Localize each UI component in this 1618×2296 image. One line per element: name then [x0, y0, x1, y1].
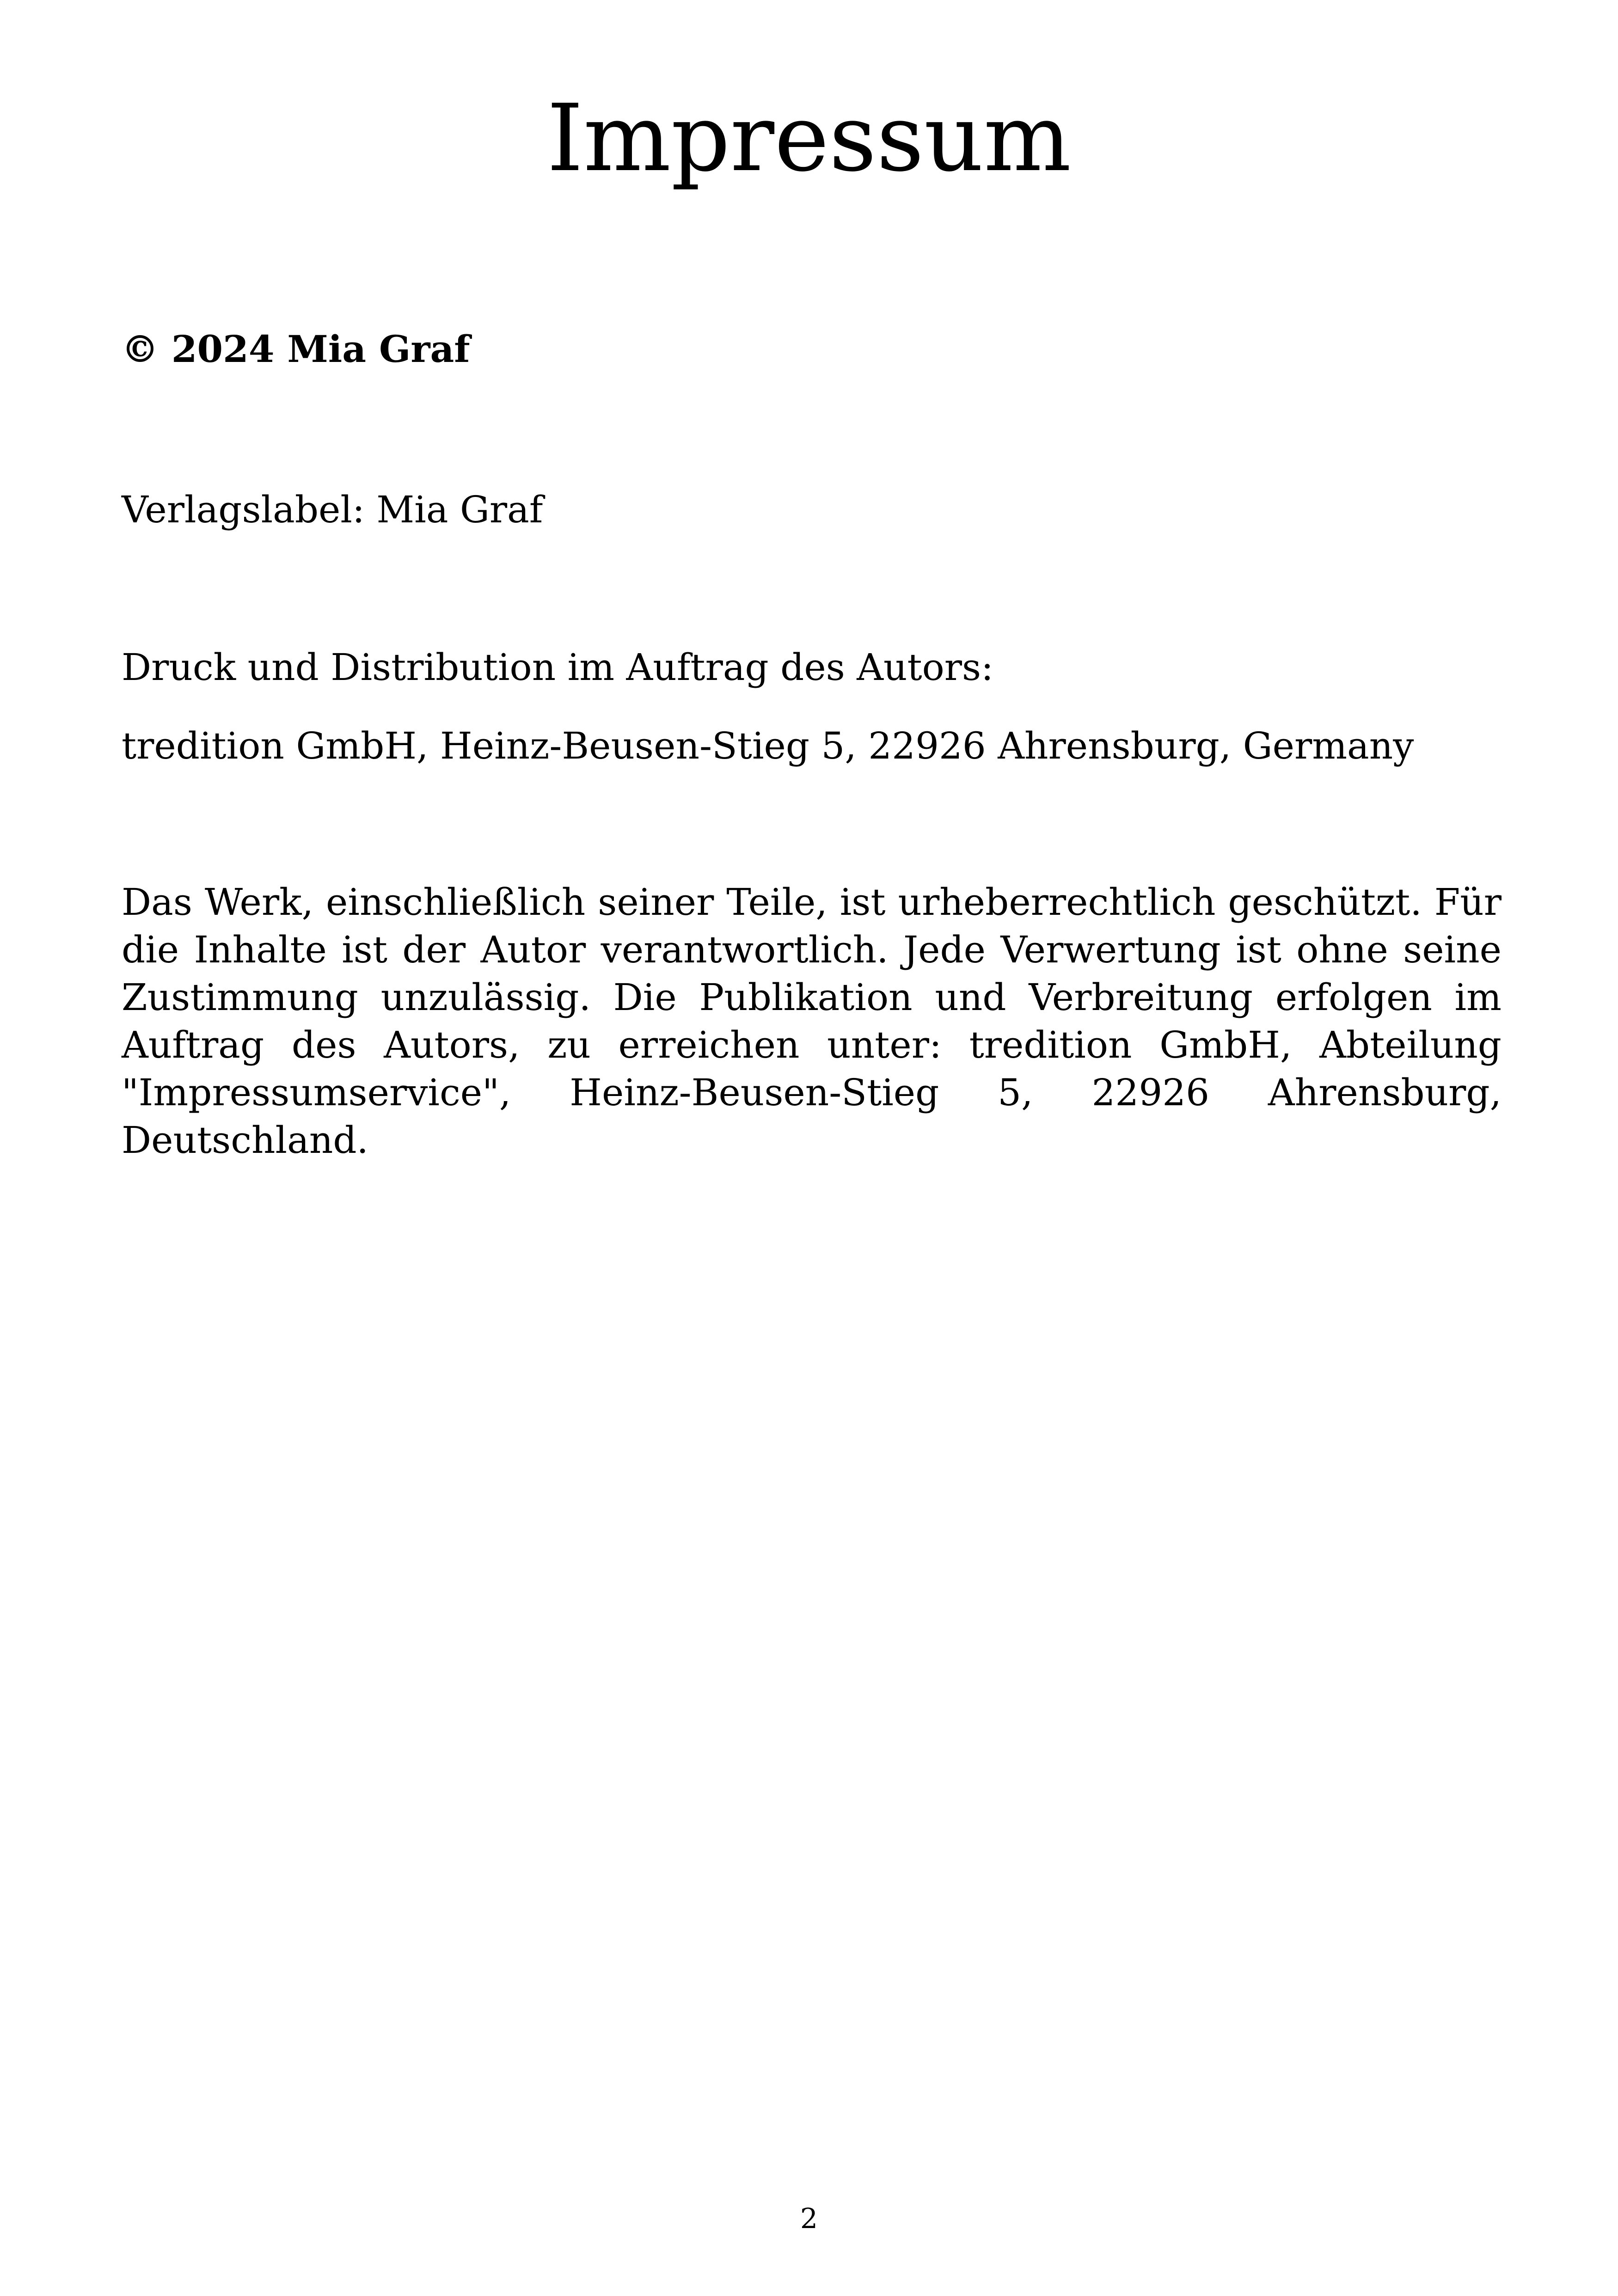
- print-distribution-address: tredition GmbH, Heinz-Beusen-Stieg 5, 22926 Ahrensburg, Germany: [122, 724, 1414, 767]
- page-number: 2: [800, 2203, 818, 2235]
- print-distribution-heading: Druck und Distribution im Auftrag des Autors:: [122, 646, 994, 689]
- page-title: Impressum: [546, 85, 1072, 192]
- legal-notice: Das Werk, einschließlich seiner Teile, ist urheberrechtlich geschützt. Für die Inhalte ist der Autor verantwortlich. Jede Verwertung ist ohne seine Zustimmung unzulässig. Die Publikation und Verbreitung erfolgen im Auftrag des Autors, zu erreichen unter: tredition GmbH, Abteilung "Impressumservice", Heinz-Beusen-Stieg 5, 22926 Ahrensburg, Deutschland.: [122, 881, 1502, 1162]
- copyright-line: © 2024 Mia Graf: [122, 327, 470, 371]
- publisher-label: Verlagslabel: Mia Graf: [122, 488, 543, 531]
